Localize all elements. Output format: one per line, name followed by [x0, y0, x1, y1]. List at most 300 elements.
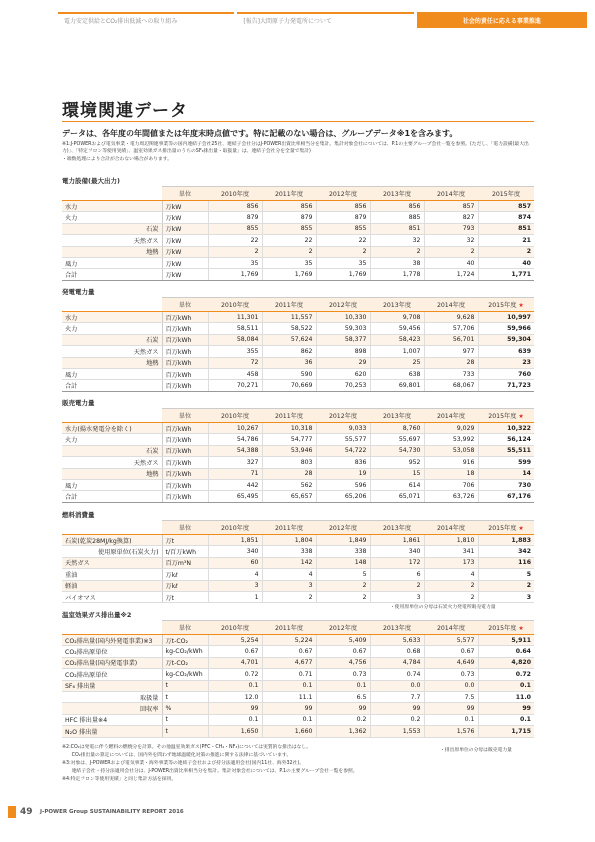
header-year — [370, 409, 424, 423]
row-label: 合計 — [62, 380, 162, 391]
row-label: N₂O 排出量 — [62, 726, 162, 737]
title-divider — [62, 121, 534, 122]
table-row — [62, 580, 534, 591]
row-value: 35 — [208, 257, 262, 268]
header-year — [370, 298, 424, 312]
row-value: 1,769 — [262, 269, 316, 280]
header-year — [424, 187, 478, 201]
header-unit: 単位 — [162, 187, 208, 201]
header-year — [424, 521, 478, 535]
row-value: 11,301 — [208, 312, 262, 323]
row-value: 760 — [478, 368, 534, 379]
header-year-label: 2011年度 — [274, 191, 304, 198]
row-value: 614 — [370, 479, 424, 490]
row-value: 10,318 — [262, 423, 316, 434]
table-row — [62, 201, 534, 212]
header-year — [262, 409, 316, 423]
row-value: 8,760 — [370, 423, 424, 434]
row-label: 火力 — [62, 212, 162, 223]
row-label: 軽油 — [62, 580, 162, 591]
row-unit: 百万kWh — [162, 434, 208, 445]
row-value: 2 — [316, 246, 370, 257]
row-label: 石炭 — [62, 334, 162, 345]
row-value: 55,697 — [370, 434, 424, 445]
row-value: 3 — [478, 591, 534, 602]
row-value: 2 — [316, 580, 370, 591]
row-value: 142 — [262, 557, 316, 568]
row-value: 10,322 — [478, 423, 534, 434]
row-unit: 万kW — [162, 212, 208, 223]
header-year-label: 2014年度 — [436, 191, 466, 198]
row-value: 99 — [262, 703, 316, 714]
row-value: 4,820 — [478, 657, 534, 668]
row-value: 4 — [208, 569, 262, 580]
table-row — [62, 468, 534, 479]
data-table — [62, 620, 534, 738]
row-value: 4,756 — [316, 657, 370, 668]
row-unit: 万t — [162, 591, 208, 602]
header-year — [478, 521, 534, 535]
row-label: 天然ガス — [62, 557, 162, 568]
table-row — [62, 223, 534, 234]
row-value: 338 — [316, 546, 370, 557]
row-label: 回収率 — [62, 703, 162, 714]
row-value: 21 — [478, 235, 534, 246]
row-value: 58,511 — [208, 323, 262, 334]
row-value: 65,495 — [208, 491, 262, 502]
row-value: 148 — [316, 557, 370, 568]
row-value: 5 — [478, 569, 534, 580]
row-value: 590 — [262, 368, 316, 379]
row-value: 1,553 — [370, 726, 424, 737]
row-value: 54,730 — [370, 445, 424, 456]
row-label: CO₂排出原単位 — [62, 669, 162, 680]
row-value: 1 — [208, 591, 262, 602]
row-value: 72 — [208, 357, 262, 368]
row-value: 458 — [208, 368, 262, 379]
row-value: 11.0 — [478, 691, 534, 702]
row-value: 0.1 — [478, 680, 534, 691]
tab-social-responsibility[interactable]: 社会的責任に応える事業推進 — [417, 12, 587, 28]
row-label: 天然ガス — [62, 346, 162, 357]
header-year — [208, 621, 262, 635]
row-label: 火力 — [62, 434, 162, 445]
row-value: 855 — [316, 223, 370, 234]
assurance-star-icon: ★ — [516, 625, 524, 632]
row-label: 火力 — [62, 323, 162, 334]
row-value: 1,861 — [370, 535, 424, 546]
row-unit: t — [162, 714, 208, 725]
row-unit: 百万kWh — [162, 368, 208, 379]
table-row — [62, 591, 534, 602]
row-value: 1,810 — [424, 535, 478, 546]
row-value: 0.1 — [208, 714, 262, 725]
row-value: 56,124 — [478, 434, 534, 445]
row-value: 0.67 — [316, 646, 370, 657]
row-label: CO₂排出原単位 — [62, 646, 162, 657]
table-row — [62, 357, 534, 368]
row-unit: 百万kWh — [162, 323, 208, 334]
row-label: CO₂排出量(国内外発電事業)※3 — [62, 635, 162, 646]
row-value: 22 — [208, 235, 262, 246]
lead-text: データは、各年度の年間値または年度末時点値です。特に記載のない場合は、グループデータ※1を含みます。 — [62, 129, 458, 138]
row-label: 風力 — [62, 257, 162, 268]
header-blank — [62, 521, 162, 535]
row-value: 1,724 — [424, 269, 478, 280]
row-value: 53,058 — [424, 445, 478, 456]
header-year — [316, 409, 370, 423]
header-year — [370, 521, 424, 535]
row-value: 71 — [208, 468, 262, 479]
row-value: 620 — [316, 368, 370, 379]
row-value: 0.2 — [316, 714, 370, 725]
header-year — [262, 187, 316, 201]
row-value: 856 — [370, 201, 424, 212]
row-value: 855 — [208, 223, 262, 234]
row-value: 0.74 — [370, 669, 424, 680]
header-year — [478, 187, 534, 201]
header-year-label: 2011年度 — [274, 302, 304, 309]
row-value: 5 — [316, 569, 370, 580]
header-year — [208, 187, 262, 201]
row-label: 地熱 — [62, 468, 162, 479]
row-value: 65,206 — [316, 491, 370, 502]
row-value: 599 — [478, 457, 534, 468]
row-value: 12.0 — [208, 691, 262, 702]
row-value: 0.2 — [370, 714, 424, 725]
table-row — [62, 714, 534, 725]
assurance-star-icon: ★ — [516, 413, 524, 420]
row-value: 14 — [478, 468, 534, 479]
row-unit: 万kℓ — [162, 569, 208, 580]
header-year — [478, 621, 534, 635]
row-label: 石炭(乾炭28MJ/kg換算) — [62, 535, 162, 546]
row-unit: 百万kWh — [162, 312, 208, 323]
header-unit: 単位 — [162, 621, 208, 635]
section-title: 燃料消費量 — [62, 511, 95, 519]
row-value: 0.0 — [370, 680, 424, 691]
row-value: 338 — [262, 546, 316, 557]
row-value: 38 — [370, 257, 424, 268]
row-value: 65,657 — [262, 491, 316, 502]
row-value: 55,511 — [478, 445, 534, 456]
header-year-label: 2013年度 — [382, 191, 412, 198]
header-year-label: 2012年度 — [328, 413, 358, 420]
row-value: 340 — [208, 546, 262, 557]
header-year — [424, 298, 478, 312]
row-unit: 百万kWh — [162, 479, 208, 490]
row-value: 70,669 — [262, 380, 316, 391]
header-year-label: 2010年度 — [220, 525, 250, 532]
row-value: 99 — [370, 703, 424, 714]
row-value: 71,723 — [478, 380, 534, 391]
row-value: 355 — [208, 346, 262, 357]
header-tabs — [58, 12, 587, 28]
row-value: 18 — [424, 468, 478, 479]
footer-report-name: J-POWER Group SUSTAINABILITY REPORT 2016 — [40, 809, 184, 815]
row-label: 石炭 — [62, 223, 162, 234]
row-label: 合計 — [62, 491, 162, 502]
row-value: 2 — [208, 246, 262, 257]
header-year-label: 2011年度 — [274, 625, 304, 632]
row-value: 3 — [370, 591, 424, 602]
header-year — [316, 298, 370, 312]
row-value: 803 — [262, 457, 316, 468]
row-value: 9,708 — [370, 312, 424, 323]
header-year — [316, 521, 370, 535]
data-table — [62, 520, 534, 603]
header-year — [262, 621, 316, 635]
row-value: 9,029 — [424, 423, 478, 434]
table-row — [62, 680, 534, 691]
table-row — [62, 323, 534, 334]
row-value: 5,911 — [478, 635, 534, 646]
row-value: 5,224 — [262, 635, 316, 646]
row-value: 99 — [208, 703, 262, 714]
row-value: 56,701 — [424, 334, 478, 345]
row-unit: 百万kWh — [162, 346, 208, 357]
row-value: 65,071 — [370, 491, 424, 502]
table-row — [62, 479, 534, 490]
row-value: 40 — [478, 257, 534, 268]
row-unit: 百万kWh — [162, 423, 208, 434]
row-value: 0.67 — [424, 646, 478, 657]
header-year — [478, 409, 534, 423]
row-value: 885 — [370, 212, 424, 223]
table-row — [62, 646, 534, 657]
table-row — [62, 246, 534, 257]
header-year-label: 2010年度 — [220, 191, 250, 198]
row-value: 4 — [262, 569, 316, 580]
header-year-label: 2013年度 — [382, 625, 412, 632]
row-value: 851 — [478, 223, 534, 234]
data-table — [62, 408, 534, 503]
row-unit: 万t-CO₂ — [162, 657, 208, 668]
note-rounding: ・端数処理により合計が合わない場合があります。 — [62, 157, 172, 162]
row-value: 856 — [262, 201, 316, 212]
row-value: 879 — [262, 212, 316, 223]
row-value: 851 — [370, 223, 424, 234]
row-value: 5,633 — [370, 635, 424, 646]
row-value: 11.1 — [262, 691, 316, 702]
row-value: 57,706 — [424, 323, 478, 334]
note-scope: ※1:J-POWERおよび電気事業・電力周辺関連事業等の国内連結子会社25社、連結子会社分はJ-POWER出資比率相当分を集計。集計対象会社については、P.1の主要グループ会社一覧を参照。(ただし、「電力設備(最大出力)」、「特定フロン等使用実績」、温室効果ガス排出量のうちのSF₆排出量・取扱量」は、連結子会社分を全量で集計) — [62, 142, 529, 154]
row-value: 58,084 — [208, 334, 262, 345]
row-value: 99 — [478, 703, 534, 714]
row-value: 35 — [316, 257, 370, 268]
table-row — [62, 434, 534, 445]
header-year-label: 2015年度 — [488, 413, 517, 420]
row-label: 風力 — [62, 368, 162, 379]
row-value: 874 — [478, 212, 534, 223]
header-year — [208, 521, 262, 535]
row-value: 0.72 — [478, 669, 534, 680]
row-value: 0.72 — [208, 669, 262, 680]
row-value: 862 — [262, 346, 316, 357]
row-value: 22 — [262, 235, 316, 246]
row-value: 57,624 — [262, 334, 316, 345]
row-unit: 百万kWh — [162, 357, 208, 368]
row-value: 2 — [262, 591, 316, 602]
row-unit: 百万kWh — [162, 334, 208, 345]
table-row — [62, 257, 534, 268]
row-value: 10,330 — [316, 312, 370, 323]
row-value: 1,883 — [478, 535, 534, 546]
row-unit: 百万kWh — [162, 457, 208, 468]
section-title: 電力設備(最大出力) — [62, 177, 120, 185]
table-row — [62, 445, 534, 456]
header-year — [478, 298, 534, 312]
row-value: 706 — [424, 479, 478, 490]
row-label: 重油 — [62, 569, 162, 580]
row-value: 2 — [316, 591, 370, 602]
section-title: 温室効果ガス排出量※2 — [62, 611, 132, 619]
header-year-label: 2012年度 — [328, 302, 358, 309]
row-value: 638 — [370, 368, 424, 379]
row-value: 898 — [316, 346, 370, 357]
row-value: 2 — [262, 246, 316, 257]
row-value: 69,801 — [370, 380, 424, 391]
row-value: 28 — [262, 468, 316, 479]
row-unit: 百万m³N — [162, 557, 208, 568]
header-blank — [62, 409, 162, 423]
table-row — [62, 235, 534, 246]
row-value: 68,067 — [424, 380, 478, 391]
header-year — [424, 409, 478, 423]
assurance-star-icon: ★ — [516, 525, 524, 532]
row-value: 0.67 — [208, 646, 262, 657]
row-value: 836 — [316, 457, 370, 468]
table-row — [62, 635, 534, 646]
row-label: 取扱量 — [62, 691, 162, 702]
section-title: 販売電力量 — [62, 399, 95, 407]
row-value: 54,786 — [208, 434, 262, 445]
row-value: 857 — [424, 201, 478, 212]
header-year-label: 2011年度 — [274, 413, 304, 420]
row-value: 855 — [262, 223, 316, 234]
row-value: 10,267 — [208, 423, 262, 434]
footnote-line: CO₂排出量の算定については、国内外を問わず地球温暖化対策の推進に関する法律に基づいています。 — [62, 753, 292, 758]
row-value: 340 — [370, 546, 424, 557]
row-value: 5,409 — [316, 635, 370, 646]
row-value: 1,778 — [370, 269, 424, 280]
tab-stable-supply[interactable]: 電力安定供給とCO₂排出低減への取り組み — [58, 12, 234, 28]
row-value: 99 — [424, 703, 478, 714]
row-value: 879 — [316, 212, 370, 223]
footer-accent — [8, 806, 16, 818]
row-value: 730 — [478, 479, 534, 490]
row-value: 1,771 — [478, 269, 534, 280]
row-value: 0.73 — [424, 669, 478, 680]
row-value: 827 — [424, 212, 478, 223]
row-value: 1,715 — [478, 726, 534, 737]
row-value: 1,851 — [208, 535, 262, 546]
header-year-label: 2015年度 — [491, 191, 521, 198]
row-value: 70,253 — [316, 380, 370, 391]
row-label: バイオマス — [62, 591, 162, 602]
row-label: 地熱 — [62, 246, 162, 257]
header-year — [208, 409, 262, 423]
row-value: 879 — [208, 212, 262, 223]
row-label: 水力 — [62, 201, 162, 212]
header-year — [262, 521, 316, 535]
row-unit: kg-CO₂/kWh — [162, 646, 208, 657]
row-unit: 万kW — [162, 223, 208, 234]
row-value: 1,769 — [316, 269, 370, 280]
row-value: 0.1 — [424, 714, 478, 725]
row-value: 173 — [424, 557, 478, 568]
tab-ohma-report[interactable]: [報告]大間原子力発電所について — [237, 12, 413, 28]
row-value: 856 — [316, 201, 370, 212]
table-row — [62, 726, 534, 737]
header-year-label: 2011年度 — [274, 525, 304, 532]
row-unit: t/百万kWh — [162, 546, 208, 557]
row-value: 25 — [370, 357, 424, 368]
header-year — [370, 621, 424, 635]
row-value: 28 — [424, 357, 478, 368]
row-label: CO₂排出量(国内発電事業) — [62, 657, 162, 668]
row-value: 5,577 — [424, 635, 478, 646]
footnote-side: ・排出原単位の分母は販売電力量 — [440, 748, 512, 753]
header-unit: 単位 — [162, 409, 208, 423]
table-row — [62, 312, 534, 323]
row-value: 59,304 — [478, 334, 534, 345]
header-blank — [62, 187, 162, 201]
row-value: 977 — [424, 346, 478, 357]
row-value: 341 — [424, 546, 478, 557]
row-value: 4,701 — [208, 657, 262, 668]
row-value: 0.64 — [478, 646, 534, 657]
row-value: 952 — [370, 457, 424, 468]
assurance-star-icon: ★ — [516, 302, 524, 309]
row-value: 0.0 — [424, 680, 478, 691]
row-label: 水力 — [62, 312, 162, 323]
row-value: 2 — [478, 580, 534, 591]
table-row — [62, 346, 534, 357]
row-value: 60 — [208, 557, 262, 568]
table-row — [62, 535, 534, 546]
row-value: 4,784 — [370, 657, 424, 668]
row-value: 1,576 — [424, 726, 478, 737]
row-value: 2 — [424, 580, 478, 591]
table-row — [62, 669, 534, 680]
row-label: 地熱 — [62, 357, 162, 368]
header-year-label: 2010年度 — [220, 413, 250, 420]
section-title: 発電電力量 — [62, 288, 95, 296]
header-year — [316, 187, 370, 201]
row-value: 32 — [370, 235, 424, 246]
page-title: 環境関連データ — [62, 101, 188, 121]
row-value: 40 — [424, 257, 478, 268]
row-unit: 万kW — [162, 257, 208, 268]
row-value: 22 — [316, 235, 370, 246]
header-year-label: 2015年度 — [488, 625, 517, 632]
header-year-label: 2012年度 — [328, 625, 358, 632]
row-unit: 百万kWh — [162, 491, 208, 502]
row-value: 23 — [478, 357, 534, 368]
row-value: 1,007 — [370, 346, 424, 357]
row-value: 1,804 — [262, 535, 316, 546]
row-value: 58,423 — [370, 334, 424, 345]
row-value: 58,377 — [316, 334, 370, 345]
row-label: 使用原単位(石炭火力) — [62, 546, 162, 557]
row-value: 116 — [478, 557, 534, 568]
row-value: 4 — [424, 569, 478, 580]
row-unit: t — [162, 691, 208, 702]
row-value: 1,660 — [262, 726, 316, 737]
row-value: 11,557 — [262, 312, 316, 323]
row-value: 2 — [424, 246, 478, 257]
